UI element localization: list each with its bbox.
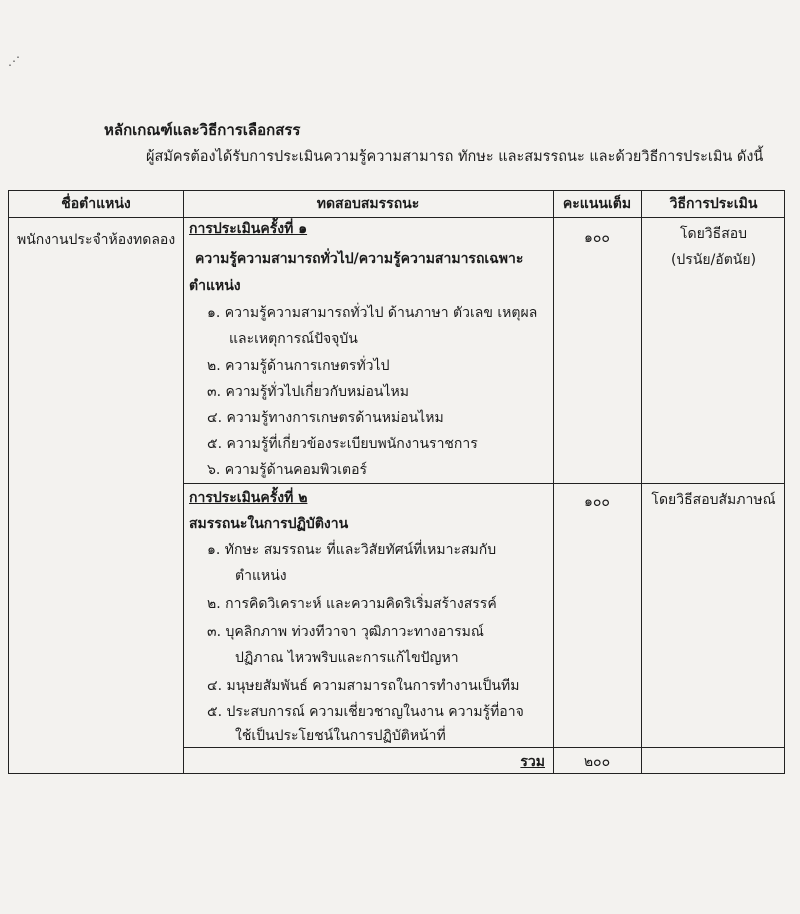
round2-item: ๕. ประสบการณ์ ความเชี่ยวชาญในงาน ความรู้ที่อาจ <box>207 704 524 720</box>
round2-subtitle: สมรรถนะในการปฏิบัติงาน <box>189 516 349 532</box>
row-divider <box>183 483 784 484</box>
round2-item: ตำแหน่ง <box>235 568 287 584</box>
header-position: ชื่อตำแหน่ง <box>61 196 131 212</box>
position-name: พนักงานประจำห้องทดลอง <box>17 232 176 248</box>
header-competency-test: ทดสอบสมรรถนะ <box>316 196 420 212</box>
col-divider <box>553 191 554 773</box>
round1-title: การประเมินครั้งที่ ๑ <box>189 221 308 237</box>
round2-title: การประเมินครั้งที่ ๒ <box>189 490 308 506</box>
criteria-table <box>8 190 785 774</box>
round1-item: ๒. ความรู้ด้านการเกษตรทั่วไป <box>207 358 390 374</box>
round1-subtitle-cont: ตำแหน่ง <box>189 278 241 294</box>
round1-item: และเหตุการณ์ปัจจุบัน <box>229 331 358 347</box>
col-divider <box>641 191 642 773</box>
header-full-score: คะแนนเต็ม <box>562 196 632 212</box>
page-heading: หลักเกณฑ์และวิธีการเลือกสรร <box>104 121 301 139</box>
round2-item: ๔. มนุษยสัมพันธ์ ความสามารถในการทำงานเป็นทีม <box>207 678 520 694</box>
round1-item: ๔. ความรู้ทางการเกษตรด้านหม่อนไหม <box>207 410 444 426</box>
round1-subtitle: ความรู้ความสามารถทั่วไป/ความรู้ความสามารถเฉพาะ <box>195 251 524 267</box>
intro-text: ผู้สมัครต้องได้รับการประเมินความรู้ความสามารถ ทักษะ และสมรรถนะ และด้วยวิธีการประเมิน ดังนี้ <box>146 149 764 165</box>
round2-item: ใช้เป็นประโยชน์ในการปฏิบัติหน้าที่ <box>235 728 446 744</box>
header-method: วิธีการประเมิน <box>669 196 758 212</box>
total-score: ๒๐๐ <box>583 754 611 770</box>
round1-method: โดยวิธีสอบ <box>679 226 748 242</box>
round1-item: ๕. ความรู้ที่เกี่ยวข้องระเบียบพนักงานราชการ <box>207 436 478 452</box>
round2-item: ๑. ทักษะ สมรรถนะ ที่และวิสัยทัศน์ที่เหมาะสมกับ <box>207 542 497 558</box>
round1-method-detail: (ปรนัย/อัตนัย) <box>670 252 757 268</box>
round2-item: ๓. บุคลิกภาพ ท่วงทีวาจา วุฒิภาวะทางอารมณ์ <box>207 624 484 640</box>
round2-item: ๒. การคิดวิเคราะห์ และความคิดริเริ่มสร้างสรรค์ <box>207 596 497 612</box>
scan-mark: ⋰ <box>8 54 20 68</box>
round1-item: ๑. ความรู้ความสามารถทั่วไป ด้านภาษา ตัวเลข เหตุผล <box>207 305 538 321</box>
round1-item: ๓. ความรู้ทั่วไปเกี่ยวกับหม่อนไหม <box>207 384 409 400</box>
round2-score: ๑๐๐ <box>584 494 610 510</box>
round2-item: ปฏิภาณ ไหวพริบและการแก้ไขปัญหา <box>235 650 459 666</box>
round1-score: ๑๐๐ <box>584 230 610 246</box>
header-divider <box>9 217 784 218</box>
round1-item: ๖. ความรู้ด้านคอมพิวเตอร์ <box>207 462 368 478</box>
col-divider <box>183 191 184 773</box>
total-label: รวม <box>520 754 545 770</box>
round2-method: โดยวิธีสอบสัมภาษณ์ <box>651 492 776 508</box>
